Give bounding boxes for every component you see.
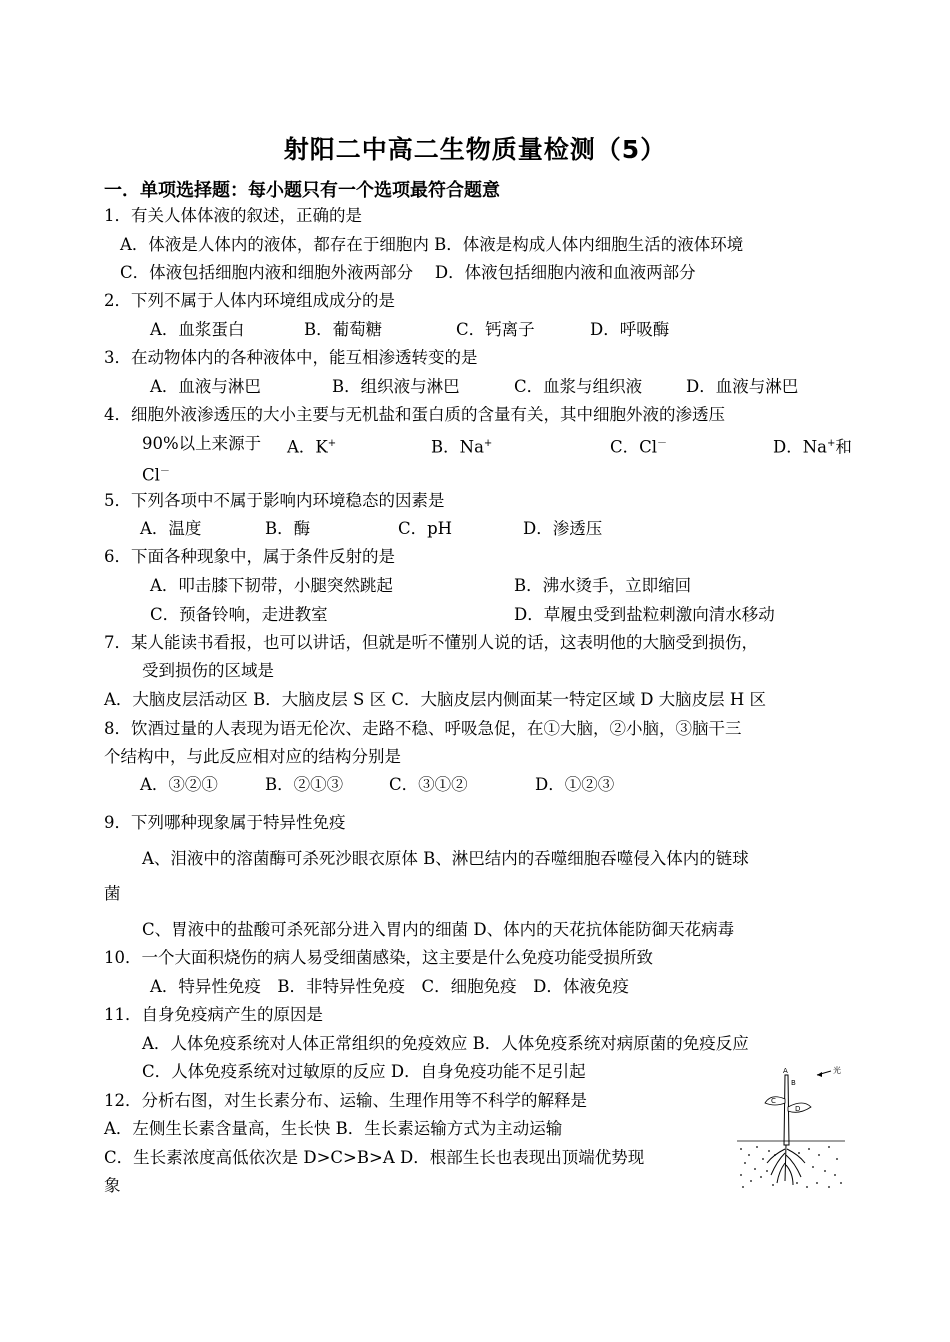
question-5-option-b: B．酶: [265, 519, 311, 538]
question-8-option-c: C．③①②: [389, 775, 468, 794]
page-title: 射阳二中高二生物质量检测（5）: [283, 135, 667, 164]
question-2-option-d: D．呼吸酶: [590, 320, 670, 339]
question-8-option-d: D．①②③: [535, 775, 615, 794]
question-3-option-a: A．血液与淋巴: [150, 377, 261, 396]
question-10-stem: 10．一个大面积烧伤的病人易受细菌感染，这主要是什么免疫功能受损所致: [104, 948, 653, 967]
question-11-stem: 11．自身免疫病产生的原因是: [104, 1005, 323, 1024]
question-9-stem: 9．下列哪种现象属于特异性免疫: [104, 813, 346, 832]
question-8-stem: 8．饮酒过量的人表现为语无伦次、走路不稳、呼吸急促，在①大脑，②小脑，③脑干三: [104, 719, 742, 738]
question-8-stem-cont: 个结构中，与此反应相对应的结构分别是: [104, 747, 401, 766]
question-4-option-c: C．Cl－: [610, 437, 668, 457]
question-6-stem: 6．下面各种现象中，属于条件反射的是: [104, 547, 395, 566]
question-6-option-c: C．预备铃响，走进教室: [150, 605, 328, 624]
question-12-options-cd: C．生长素浓度高低依次是 D>C>B>A D．根部生长也表现出顶端优势现: [104, 1148, 645, 1167]
question-3-stem: 3．在动物体内的各种液体中，能互相渗透转变的是: [104, 348, 478, 367]
question-7-stem-cont: 受到损伤的区域是: [142, 661, 274, 680]
question-1-options-cd: C．体液包括细胞内液和细胞外液两部分 D．体液包括细胞内液和血液两部分: [120, 263, 696, 282]
question-5-option-a: A．温度: [140, 519, 202, 538]
question-6-option-b: B．沸水烫手，立即缩回: [514, 576, 692, 595]
question-3-option-d: D．血液与淋巴: [686, 377, 799, 396]
light-label: 光: [833, 1066, 841, 1075]
question-6-option-a: A．叩击膝下韧带，小腿突然跳起: [150, 576, 393, 595]
question-5-stem: 5．下列各项中不属于影响内环境稳态的因素是: [104, 491, 445, 510]
label-a: A: [783, 1067, 788, 1075]
question-8-option-a: A．③②①: [140, 775, 218, 794]
label-b: B: [791, 1079, 796, 1087]
question-9-options-ab: A、泪液中的溶菌酶可杀死沙眼衣原体 B、淋巴结内的吞噬细胞吞噬侵入体内的链球: [142, 849, 749, 868]
question-3-option-c: C．血浆与组织液: [514, 377, 643, 396]
question-6-option-d: D．草履虫受到盐粒刺激向清水移动: [514, 605, 775, 624]
question-8-option-b: B．②①③: [265, 775, 344, 794]
question-2-option-a: A．血浆蛋白: [150, 320, 245, 339]
question-4-option-a: A．K+: [287, 437, 337, 457]
question-7-options: A．大脑皮层活动区 B．大脑皮层 S 区 C．大脑皮层内侧面某一特定区域 D 大脑皮层 H 区: [104, 690, 767, 709]
label-d: D: [795, 1105, 801, 1113]
plant-roots: [767, 1145, 805, 1185]
question-12-options-ab: A．左侧生长素含量高，生长快 B．生长素运输方式为主动运输: [104, 1119, 563, 1138]
question-4-stem: 4．细胞外液渗透压的大小主要与无机盐和蛋白质的含量有关，其中细胞外液的渗透压: [104, 405, 725, 424]
question-10-options: A．特异性免疫 B．非特异性免疫 C．细胞免疫 D．体液免疫: [150, 977, 629, 996]
question-9-options-ab-wrap: 菌: [104, 884, 121, 903]
section-heading: 一．单项选择题：每小题只有一个选项最符合题意: [104, 180, 500, 201]
question-1-options-ab: A．体液是人体内的液体，都存在于细胞内 B．体液是构成人体内细胞生活的液体环境: [120, 235, 744, 254]
soil-dots: [740, 1146, 842, 1188]
question-2-option-b: B．葡萄糖: [304, 320, 383, 339]
question-12-stem: 12．分析右图，对生长素分布、运输、生理作用等不科学的解释是: [104, 1091, 587, 1110]
question-4-option-d-wrap: Cl－: [142, 465, 170, 485]
question-7-stem: 7．某人能读书看报，也可以讲话，但就是听不懂别人说的话，这表明他的大脑受到损伤，: [104, 633, 758, 652]
question-5-option-c: C．pH: [398, 519, 453, 538]
question-11-options-ab: A．人体免疫系统对人体正常组织的免疫效应 B．人体免疫系统对病原菌的免疫反应: [142, 1034, 749, 1053]
question-12-options-cd-wrap: 象: [104, 1176, 121, 1195]
question-11-options-cd: C．人体免疫系统对过敏原的反应 D．自身免疫功能不足引起: [142, 1062, 586, 1081]
question-5-option-d: D．渗透压: [523, 519, 603, 538]
label-c: C: [771, 1097, 776, 1105]
question-4-option-b: B．Na+: [431, 437, 493, 457]
question-1-stem: 1．有关人体体液的叙述，正确的是: [104, 206, 362, 225]
question-3-option-b: B．组织液与淋巴: [332, 377, 460, 396]
question-4-stem-cont: 90%以上来源于: [142, 434, 262, 453]
question-9-options-cd: C、胃液中的盐酸可杀死部分进入胃内的细菌 D、体内的天花抗体能防御天花病毒: [142, 920, 735, 939]
plant-growth-figure: [733, 1063, 847, 1193]
question-4-option-d: D．Na+和: [773, 437, 852, 457]
question-2-option-c: C．钙离子: [456, 320, 535, 339]
question-2-stem: 2．下列不属于人体内环境组成成分的是: [104, 291, 395, 310]
